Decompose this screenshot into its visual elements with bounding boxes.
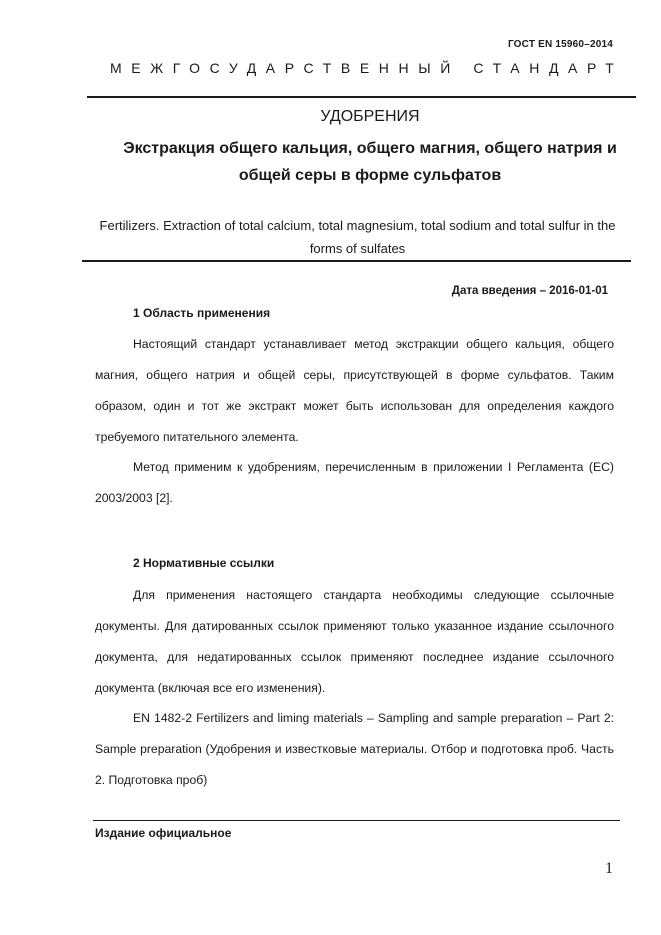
- section-heading-scope: 1 Область применения: [133, 306, 271, 320]
- introduction-date: Дата введения – 2016-01-01: [451, 285, 608, 297]
- official-edition-label: Издание официальное: [95, 826, 232, 840]
- title-divider: [82, 260, 631, 262]
- english-title: Fertilizers. Extraction of total calcium, total magnesium, total sodium and total sulfur in the forms of sulfates: [99, 218, 616, 256]
- standard-code: ГОСТ EN 15960–2014: [507, 39, 613, 50]
- document-subtitle: Экстракция общего кальция, общего магния, общего натрия и общей серы в форме сульфатов: [123, 140, 617, 184]
- header-divider: [87, 96, 636, 98]
- page-number: 1: [605, 860, 613, 877]
- section-heading-references: 2 Нормативные ссылки: [133, 556, 275, 570]
- footer-divider: [93, 820, 620, 821]
- paragraph-scope-1: Настоящий стандарт устанавливает метод экстракции общего кальция, общего магния, общего натрия и общей серы, присутствующей в форме сульфатов. Таким образом, один и тот же экстракт может быть использован для определения каждого требуемого питательного элемента.: [95, 337, 614, 444]
- document-title: УДОБРЕНИЯ: [320, 108, 420, 125]
- paragraph-references-2: EN 1482-2 Fertilizers and liming materials – Sampling and sample preparation – Part 2: Sample preparation (Удобрения и известковые материалы. Отбор и подготовка проб. Часть 2. Подготовка проб): [95, 711, 614, 787]
- paragraph-references-1: Для применения настоящего стандарта необходимы следующие ссылочные документы. Для датированных ссылок применяют только указанное издание ссылочного документа, для недатированных ссылок применяют последнее издание ссылочного документа (включая все его изменения).: [95, 588, 614, 695]
- interstate-standard-label: МЕЖГОСУДАРСТВЕННЫЙ СТАНДАРТ: [110, 60, 624, 76]
- paragraph-scope-2: Метод применим к удобрениям, перечисленным в приложении I Регламента (ЕС) 2003/2003 [2].: [95, 460, 614, 505]
